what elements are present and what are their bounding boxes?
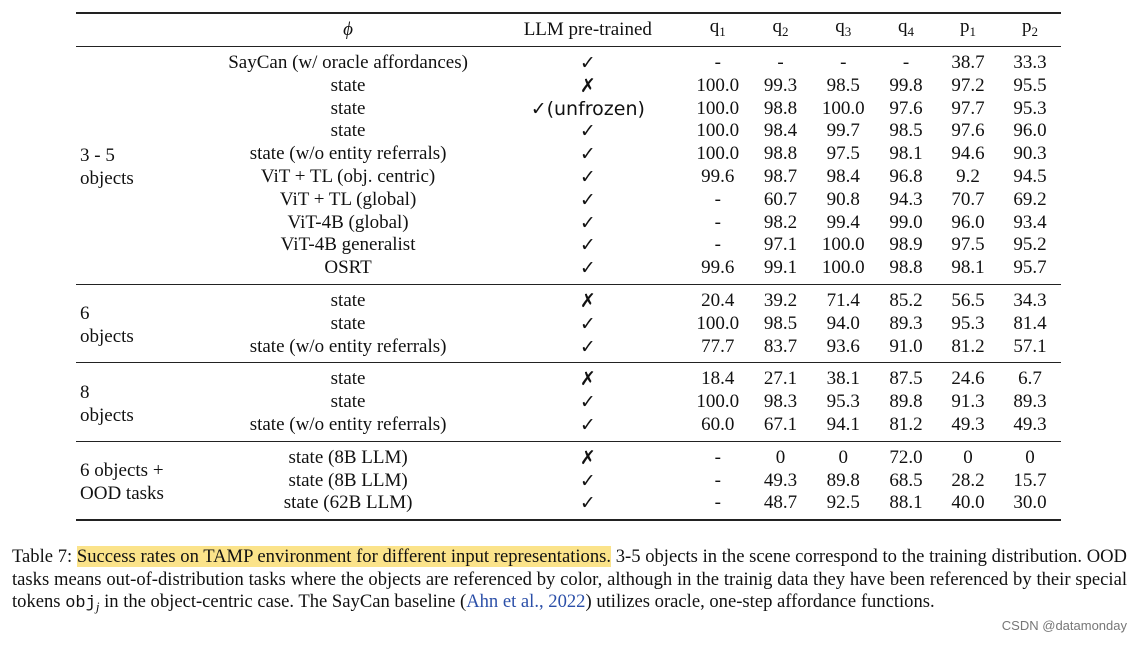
cell-llm-pretrained: ✗ [579,74,596,97]
header-metric-base: p [1021,16,1032,38]
cell-llm-pretrained: ✗ [579,289,596,312]
cell-value: 69.2 [1013,188,1047,210]
cell-value: 48.7 [763,492,798,514]
cell-value: 0 [1025,446,1035,468]
table-row [76,75,1061,98]
cell-value: 89.3 [1013,391,1047,413]
table-caption [12,546,1127,619]
cell-phi: state (8B LLM) [288,469,408,491]
cell-value: 100.0 [821,257,865,279]
cell-value: 38.7 [951,52,985,73]
header-metric-sub: 3 [844,24,852,40]
cell-value: 0 [838,446,848,468]
cell-value: - [714,492,721,514]
header-metric-sub: 2 [781,24,789,40]
header-metric-sub: 2 [1031,24,1038,40]
table-row [76,234,1061,257]
cell-value: 99.1 [763,257,798,279]
cell-value: 96.8 [889,165,923,187]
cell-value: 81.2 [889,413,923,435]
cell-phi: state (8B LLM) [288,446,408,468]
cell-value: 100.0 [696,120,740,142]
table-group [76,363,1061,441]
cell-value: - [840,52,847,73]
table-row [76,189,1061,212]
caption-part1: 3-5 objects in the scene correspond to the training distribution. OOD tasks means out-of-distribution tasks where the objects are referenced by color, although in the trainig data they have been referenced by their special tokens [12,546,1127,612]
cell-llm-pretrained: ✓ [579,413,596,436]
cell-value: 98.7 [763,165,798,187]
cell-value: 97.6 [951,120,985,142]
cell-llm-pretrained: ✓ [579,52,596,74]
table-row [76,313,1061,336]
header-metric-sub: 1 [969,24,976,40]
cell-value: 95.2 [1013,234,1047,256]
cell-value: 98.9 [889,234,923,256]
cell-value: 100.0 [696,312,740,334]
header-metric [750,13,812,47]
header-metric-base: q [772,16,782,38]
cell-value: 0 [963,446,973,468]
header-metric [999,13,1061,47]
cell-value: 60.0 [701,413,735,435]
cell-value: 98.5 [889,120,923,142]
cell-value: - [714,469,721,491]
cell-value: 0 [775,446,786,468]
cell-value: 97.5 [951,234,985,256]
cell-value: 98.1 [951,257,985,279]
cell-value: 70.7 [951,188,985,210]
cell-value: 94.0 [826,312,860,334]
cell-value: 27.1 [763,368,798,390]
cell-value: 97.5 [826,143,860,165]
cell-value: 68.5 [889,469,923,491]
header-metric-base: q [897,16,908,38]
cell-value: 97.2 [951,74,985,96]
cell-value: - [714,211,721,233]
caption-token-sub: j [95,599,100,614]
cell-llm-pretrained: ✓ [579,165,596,188]
group-label-line: 8 [80,381,90,403]
cell-value: 87.5 [889,368,923,390]
cell-value: 49.3 [951,413,985,435]
cell-llm-pretrained: ✓ [579,492,596,515]
cell-value: 97.7 [951,97,985,119]
table-row [76,414,1061,441]
header-row [76,13,1061,47]
group-label [76,284,207,362]
group-label-line: 6 objects + [80,460,164,482]
header-metric [686,13,750,47]
cell-llm-pretrained: ✓ [579,469,596,492]
caption-token: obj [65,594,96,613]
cell-value: 98.8 [763,97,798,119]
cell-llm-pretrained: ✓ [579,312,596,335]
header-metric-base: q [835,16,845,38]
cell-llm-pretrained: ✗ [579,446,596,469]
cell-phi: state [330,97,366,119]
table-row [76,492,1061,520]
cell-value: 93.6 [826,335,860,357]
cell-value: 57.1 [1013,335,1047,357]
results-table [76,12,1061,521]
cell-value: - [902,52,910,73]
cell-phi: state [330,391,366,413]
cell-value: 95.3 [1013,97,1047,119]
cell-value: 60.7 [763,188,798,210]
cell-value: 49.3 [763,469,798,491]
cell-value: 99.6 [701,257,735,279]
cell-llm-pretrained: ✓ [579,143,596,166]
header-metric [811,13,875,47]
cell-llm-pretrained: ✓ [579,234,596,257]
cell-value: - [714,188,721,210]
cell-value: 9.2 [956,165,980,187]
cell-value: 89.8 [889,391,923,413]
group-label [76,363,207,441]
cell-value: 95.5 [1013,74,1047,96]
cell-value: 39.2 [763,289,798,311]
table-row [76,212,1061,235]
table-row [76,363,1061,391]
table-row [76,257,1061,284]
cell-phi: state (62B LLM) [283,492,413,514]
table-row [76,470,1061,493]
table-row [76,47,1061,75]
cell-phi: ViT-4B (global) [287,211,409,233]
cell-value: 91.0 [889,335,923,357]
caption-prefix: Table 7: [12,546,77,567]
group-label-line: 3 - 5 [80,145,115,167]
table-row [76,120,1061,143]
cell-value: 33.3 [1013,52,1047,73]
cell-value: 95.3 [951,312,985,334]
cell-llm-pretrained: ✓ [579,335,596,358]
cell-phi: state (w/o entity referrals) [249,413,447,435]
cell-value: 100.0 [696,143,740,165]
cell-value: 98.3 [763,391,798,413]
cell-value: 81.2 [951,335,985,357]
cell-value: 95.3 [826,391,860,413]
cell-value: 24.6 [951,368,985,390]
cell-llm-pretrained: ✓ [579,391,596,414]
cell-value: 95.7 [1013,257,1047,279]
table-row [76,441,1061,469]
cell-llm-pretrained: ✓ [579,257,596,280]
cell-value: 83.7 [763,335,798,357]
cell-value: 85.2 [889,289,923,311]
cell-phi: state [330,289,366,311]
cell-value: 100.0 [821,234,865,256]
cell-value: 20.4 [701,289,735,311]
table-row [76,336,1061,363]
cell-llm-pretrained: ✓ [579,120,596,143]
cell-phi: state [330,120,366,142]
cell-phi: ViT-4B generalist [280,234,416,256]
cell-value: 34.3 [1013,289,1047,311]
cell-value: 40.0 [951,492,985,514]
caption-part3: ) utilizes oracle, one-step affordance functions. [585,591,935,612]
cell-phi: state [330,368,366,390]
cell-phi: OSRT [324,257,372,279]
cell-value: 49.3 [1013,413,1047,435]
cell-phi: state (w/o entity referrals) [249,335,447,357]
cell-value: 94.6 [951,143,985,165]
cell-value: 99.3 [763,74,798,96]
cell-value: - [714,52,721,73]
header-metric [937,13,999,47]
table-group [76,47,1061,285]
cell-value: 71.4 [826,289,860,311]
cell-value: 18.4 [701,368,735,390]
cell-value: 97.1 [763,234,798,256]
cell-value: 93.4 [1013,211,1047,233]
header-metric-base: q [709,16,720,38]
cell-value: 56.5 [951,289,985,311]
cell-value: 77.7 [701,335,735,357]
cell-value: 99.6 [701,165,735,187]
cell-llm-pretrained: ✓ [579,211,596,234]
cell-phi: state [330,74,366,96]
table-row [76,98,1061,121]
cell-value: 91.3 [951,391,985,413]
cell-value: 72.0 [889,446,923,468]
cell-value: 98.8 [763,143,798,165]
cell-value: 92.5 [826,492,860,514]
cell-value: 94.3 [889,188,923,210]
cell-phi: state [330,312,366,334]
header-phi: ϕ [207,13,490,47]
table-row [76,166,1061,189]
cell-value: 100.0 [696,74,740,96]
cell-value: 100.0 [821,97,865,119]
cell-value: 99.0 [889,211,923,233]
cell-value: 30.0 [1013,492,1047,514]
cell-value: 99.8 [889,74,923,96]
cell-value: 90.8 [826,188,860,210]
cell-value: 100.0 [696,97,740,119]
header-metric-base: p [959,16,970,38]
header-metric-sub: 1 [719,24,726,40]
cell-value: 67.1 [763,413,798,435]
cell-value: 98.8 [889,257,923,279]
cell-phi: SayCan (w/ oracle affordances) [228,52,468,73]
cell-value: 98.4 [826,165,860,187]
citation-link[interactable]: Ahn et al., 2022 [466,591,586,612]
cell-phi: state (w/o entity referrals) [249,143,447,165]
cell-phi: ViT + TL (obj. centric) [260,165,436,187]
cell-value: 90.3 [1013,143,1047,165]
table-group [76,284,1061,362]
cell-value: 98.4 [763,120,798,142]
group-label-line: objects [80,326,134,348]
cell-value: 38.1 [826,368,860,390]
header-llm-pretrained: LLM pre-trained [490,13,686,47]
cell-value: 96.0 [1013,120,1047,142]
table-group [76,441,1061,520]
cell-value: - [714,234,721,256]
group-label [76,47,207,285]
cell-value: 98.5 [826,74,860,96]
header-metric [875,13,937,47]
table-header [76,13,1061,47]
cell-value: 89.8 [826,469,860,491]
cell-value: 96.0 [951,211,985,233]
cell-value: 89.3 [889,312,923,334]
cell-value: 94.5 [1013,165,1047,187]
cell-value: 94.1 [826,413,860,435]
header-group [76,13,207,47]
cell-value: 99.4 [826,211,860,233]
cell-value: - [714,446,721,468]
cell-llm-pretrained: ✓ [579,188,596,211]
cell-llm-pretrained: ✓(unfrozen) [530,97,645,120]
group-label-line: OOD tasks [80,482,164,504]
cell-phi: ViT + TL (global) [279,188,417,210]
cell-value: 98.5 [763,312,798,334]
cell-value: - [777,52,784,73]
cell-value: 88.1 [889,492,923,514]
cell-value: 100.0 [696,391,740,413]
group-label-line: objects [80,167,134,189]
cell-value: 98.1 [889,143,923,165]
caption-highlight: Success rates on TAMP environment for different input representations. [76,546,612,567]
watermark: CSDN @datamonday [1001,618,1127,633]
table-row [76,284,1061,312]
cell-value: 28.2 [951,469,985,491]
table-row [76,143,1061,166]
cell-value: 97.6 [889,97,923,119]
header-metric-sub: 4 [907,24,914,40]
cell-value: 81.4 [1013,312,1047,334]
group-label-line: objects [80,404,134,426]
table-row [76,391,1061,414]
caption-part2: in the object-centric case. The SayCan baseline ( [99,591,467,612]
cell-value: 98.2 [763,211,798,233]
cell-value: 6.7 [1018,368,1042,390]
cell-value: 99.7 [826,120,860,142]
cell-llm-pretrained: ✗ [579,368,596,391]
cell-value: 15.7 [1013,469,1047,491]
group-label-line: 6 [80,303,90,325]
group-label [76,441,207,520]
